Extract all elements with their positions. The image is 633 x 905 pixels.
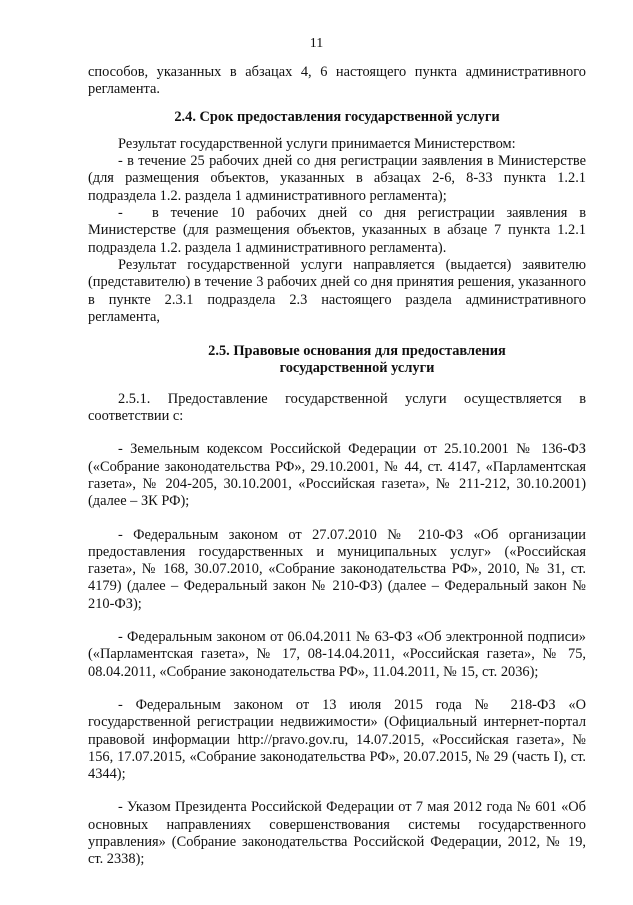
- section-heading-2-5: [88, 343, 586, 378]
- page-body: [88, 64, 586, 869]
- continuation-paragraph: способов, указанных в абзацах 4, 6 настоящего пункта административного регламента.: [88, 64, 586, 98]
- page-number: 11: [309, 36, 324, 51]
- law-item-218-fz: - Федеральным законом от 13 июля 2015 года № 218-ФЗ «О государственной регистрации недвижимости» (Официальный интернет-портал правовой информации http://pravo.gov.ru, 14.07.2015, «Российская газета», № 156, 17.07.2015, «Собрание законодательства РФ», 20.07.2015, № 29 (часть I), ст. 4344);: [88, 696, 586, 783]
- law-item-63-fz: - Федеральным законом от 06.04.2011 № 63-ФЗ «Об электронной подписи» («Парламентская газета», № 17, 08-14.04.2011, «Российская газета», № 75, 08.04.2011, «Собрание законодательства РФ», 11.04.2011, № 15, ст. 2036);: [88, 629, 586, 680]
- result-delivery-paragraph: Результат государственной услуги направляется (выдается) заявителю (представителю) в течение 3 рабочих дней со дня принятия решения, указанного в пункте 2.3.1 подраздела 2.3 настоящего раздела административного регламента,: [88, 256, 586, 325]
- result-intro-paragraph: Результат государственной услуги принимается Министерством:: [118, 135, 516, 152]
- law-item-land-code: - Земельным кодексом Российской Федерации от 25.10.2001 № 136-ФЗ («Собрание законодательства РФ», 29.10.2001, № 44, ст. 4147, «Парламентская газета», № 204-205, 30.10.2001, «Российская газета», № 211-212, 30.10.2001) (далее – ЗК РФ);: [88, 441, 586, 510]
- term-item-10-days: [88, 205, 586, 257]
- section-heading-2-4: 2.4. Срок предоставления государственной услуги: [174, 108, 500, 125]
- legal-basis-intro: 2.5.1. Предоставление государственной услуги осуществляется в соответствии с:: [88, 390, 586, 425]
- term-item-dash: -: [118, 205, 123, 222]
- section-heading-2-5-line2: государственной услуги: [279, 360, 435, 377]
- term-item-25-days: - в течение 25 рабочих дней со дня регистрации заявления в Министерстве (для размещения объектов, указанных в абзацах 2-6, 8-33 пункта 1.2.1 подраздела 1.2. раздела 1 административного регламента);: [88, 153, 586, 204]
- term-item-10-days-text: в течение 10 рабочих дней со дня регистрации заявления в Министерстве (для размещения объектов, указанных в абзаце 7 пункта 1.2.1 подраздела 1.2. раздела 1 административного регламента).: [88, 205, 586, 256]
- law-item-210-fz: - Федеральным законом от 27.07.2010 № 210-ФЗ «Об организации предоставления государственных и муниципальных услуг» («Российская газета», № 168, 30.07.2010, «Собрание законодательства РФ», 2010, № 31, ст. 4179) (далее – Федеральный закон № 210-ФЗ) (далее – Федеральный закон № 210-ФЗ);: [88, 526, 586, 612]
- section-heading-2-5-line1: 2.5. Правовые основания для предоставления: [208, 343, 506, 360]
- law-item-decree-601: - Указом Президента Российской Федерации от 7 мая 2012 года № 601 «Об основных направлениях совершенствования системы государственного управления» (Собрание законодательства Российской Федерации, 2012, № 19, ст. 2338);: [88, 799, 586, 868]
